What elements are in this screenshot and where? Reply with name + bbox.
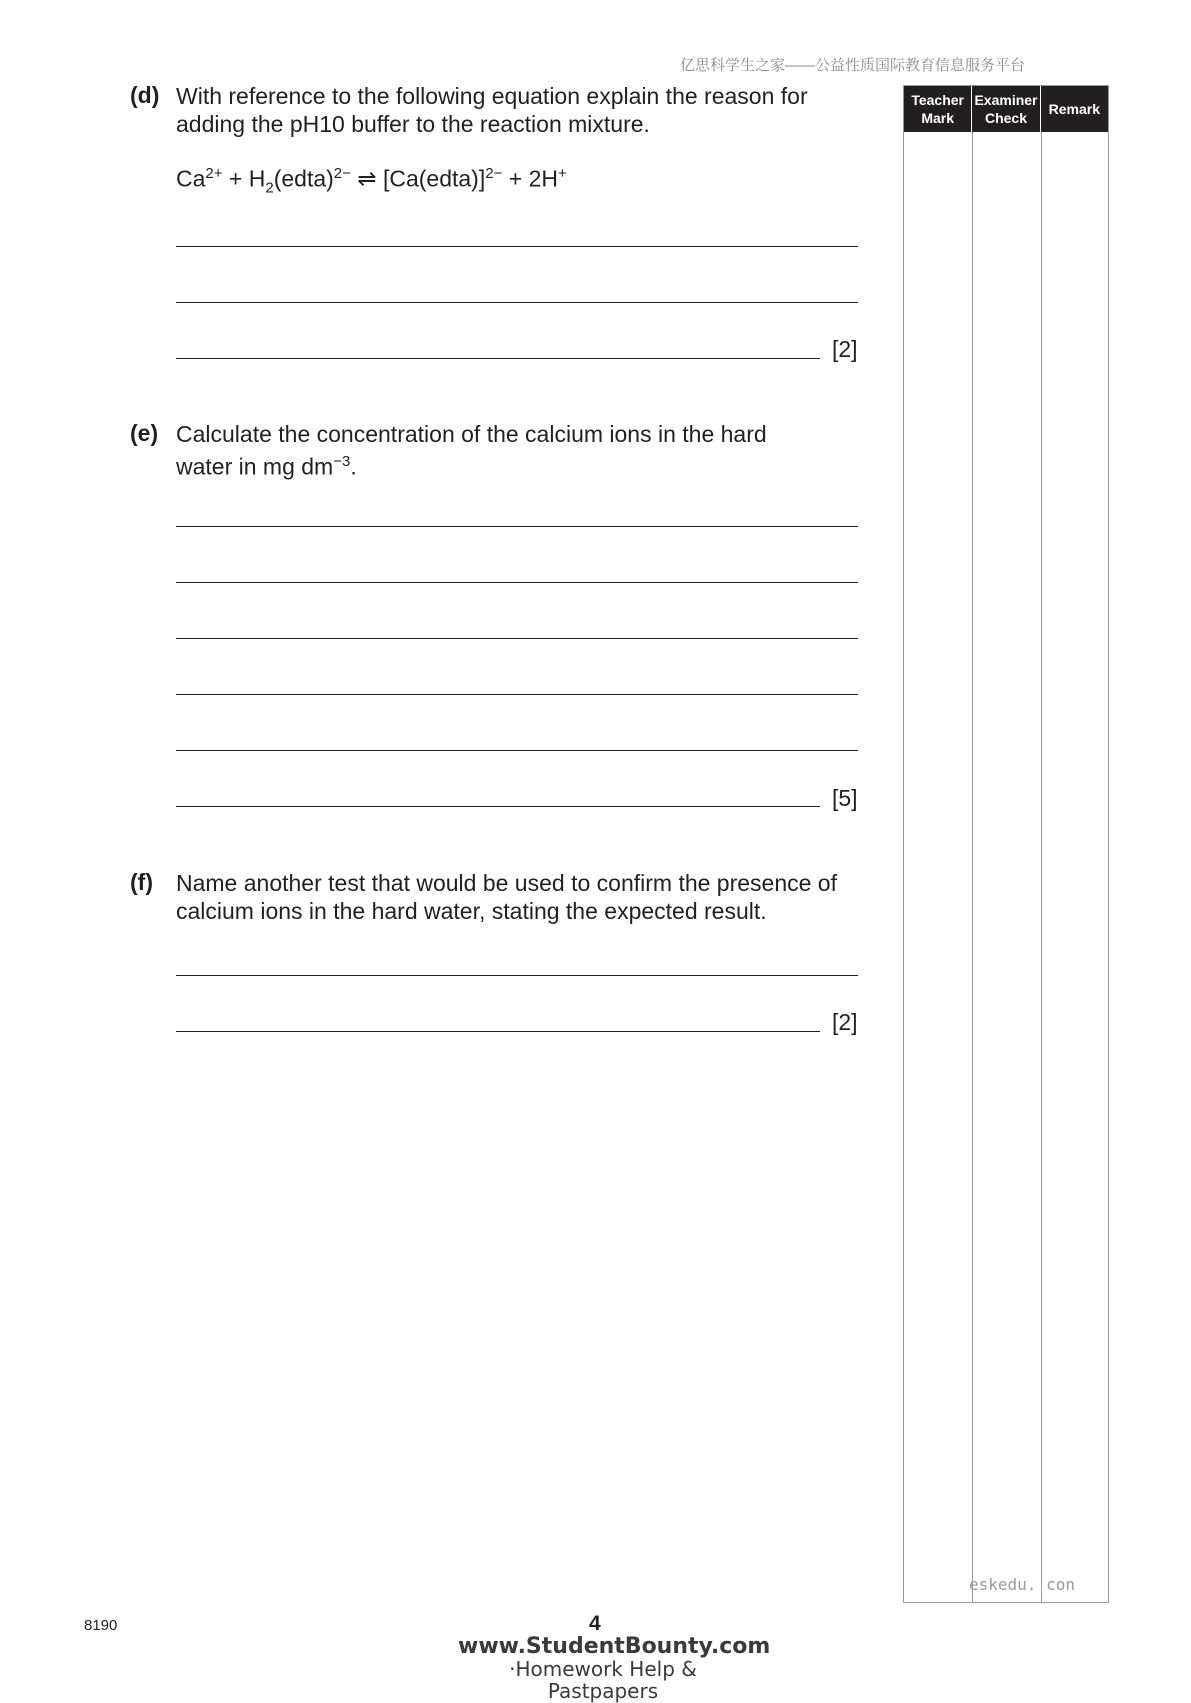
header-watermark: 亿思科学生之家——公益性质国际教育信息服务平台 bbox=[680, 57, 1026, 74]
answer-line-f-2[interactable] bbox=[176, 1031, 820, 1032]
question-e-label: (e) bbox=[130, 420, 159, 446]
answer-line-e-5[interactable] bbox=[176, 750, 858, 751]
answer-line-e-1[interactable] bbox=[176, 526, 858, 527]
answer-line-e-4[interactable] bbox=[176, 694, 858, 695]
answer-line-d-1[interactable] bbox=[176, 246, 858, 247]
studentbounty-logo[interactable] bbox=[458, 1634, 771, 1703]
question-d-text: With reference to the following equation explain the reason for adding the pH10 buffer to the reaction mixture. bbox=[176, 83, 808, 137]
marks-e: [5] bbox=[832, 785, 858, 811]
examiner-table bbox=[903, 85, 1109, 1603]
teacher-mark-header: Teacher Mark bbox=[904, 86, 972, 132]
marks-d: [2] bbox=[832, 336, 858, 362]
answer-line-f-1[interactable] bbox=[176, 975, 858, 976]
brand-tagline: ·Homework Help & Pastpapers bbox=[509, 1657, 697, 1703]
table-column-divider bbox=[1041, 132, 1042, 1602]
question-f-text: Name another test that would be used to confirm the presence of calcium ions in the hard water, stating the expected result. bbox=[176, 870, 837, 924]
site-watermark: eskedu. con bbox=[969, 1575, 1075, 1594]
marks-f: [2] bbox=[832, 1009, 858, 1035]
question-e-text: Calculate the concentration of the calcium ions in the hard water in mg $dm^{-3}$. bbox=[176, 421, 767, 480]
examiner-check-header: Examiner Check bbox=[972, 86, 1040, 132]
question-d-equation: $Ca^{2+}$ + $H_2(edta)^{2-}$ ⇌ [Ca(edta)]$^{2-}$ + 2H+ bbox=[176, 165, 567, 197]
table-column-divider bbox=[972, 132, 973, 1602]
answer-line-e-2[interactable] bbox=[176, 582, 858, 583]
answer-line-d-2[interactable] bbox=[176, 302, 858, 303]
answer-line-d-3[interactable] bbox=[176, 358, 820, 359]
examiner-table-header bbox=[904, 86, 1108, 132]
question-f-label: (f) bbox=[130, 869, 153, 895]
remark-header: Remark bbox=[1048, 101, 1100, 117]
question-d-label: (d) bbox=[130, 82, 160, 108]
paper-code: 8190 bbox=[84, 1617, 118, 1634]
page-number: 4 bbox=[589, 1612, 601, 1635]
answer-line-e-6[interactable] bbox=[176, 806, 820, 807]
brand-url: www.StudentBounty.com bbox=[458, 1634, 771, 1659]
answer-line-e-3[interactable] bbox=[176, 638, 858, 639]
